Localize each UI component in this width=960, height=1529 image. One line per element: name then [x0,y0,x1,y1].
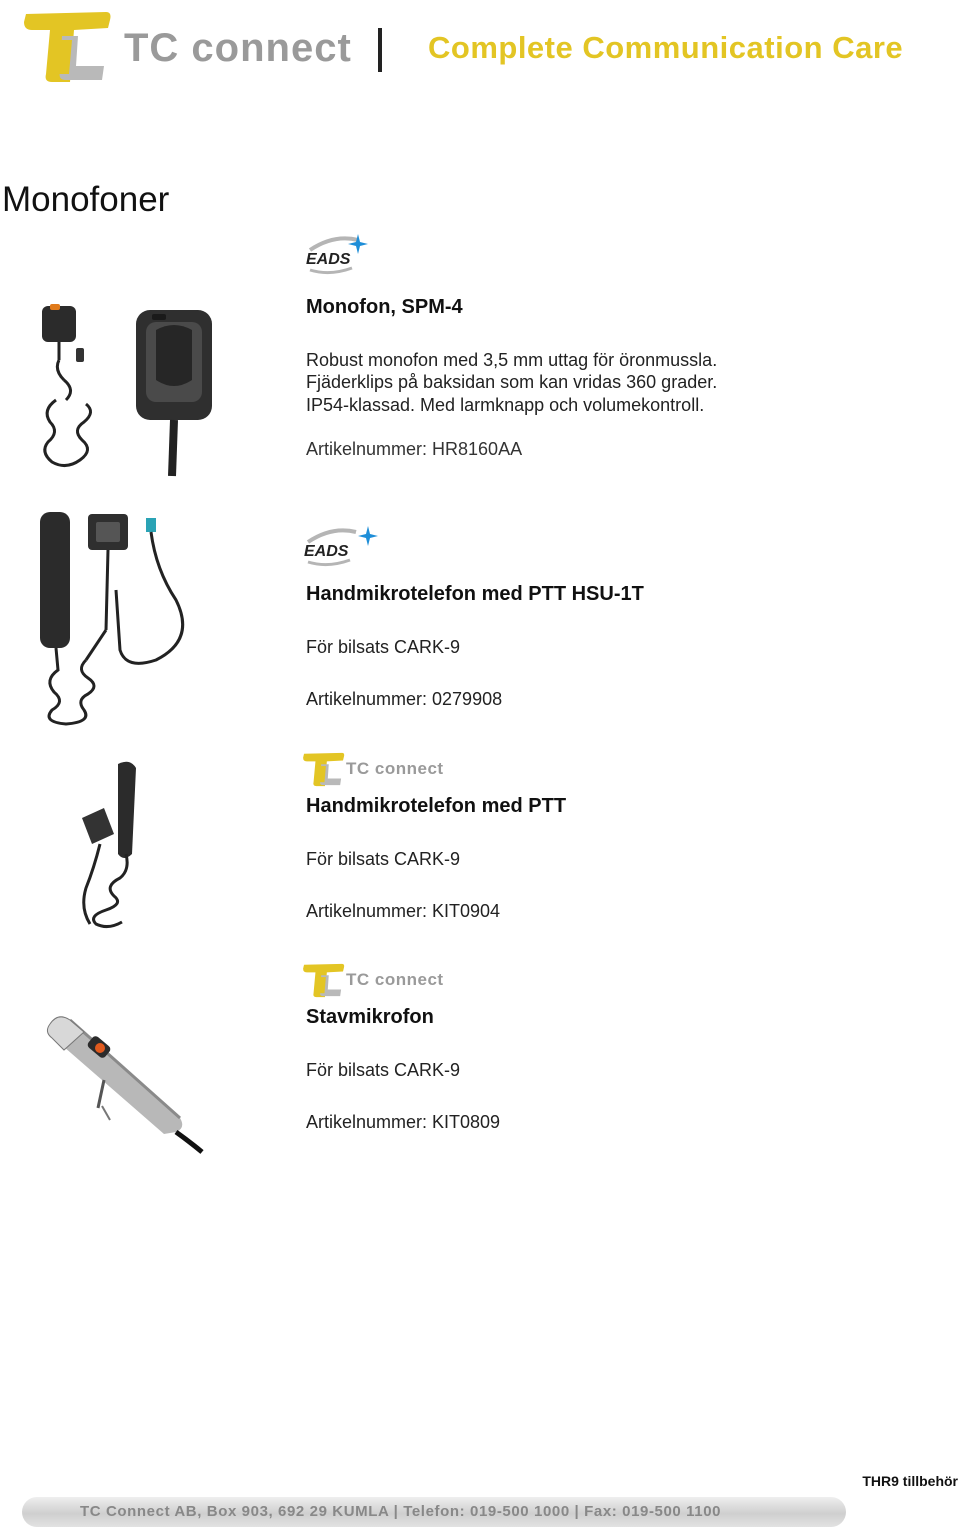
document-label: THR9 tillbehör [862,1473,958,1489]
tc-connect-logo [302,750,442,790]
article-number: Artikelnummer: 0279908 [306,689,503,709]
product-description-line: Fjäderklips på baksidan som kan vridas 360 grader. [306,372,718,392]
product-image-hsu1t [36,510,196,730]
article-number: Artikelnummer: KIT0809 [306,1112,501,1132]
tc-connect-logo-mark [22,6,114,86]
eads-logo [302,524,382,568]
product-title: Handmikrotelefon med PTT HSU-1T [306,583,644,605]
svg-text:EADS: EADS [306,251,351,268]
product-description-line: IP54-klassad. Med larmknapp och volumekontroll. [306,395,705,415]
tc-connect-logo-text: TC connect [346,759,444,778]
product-description-line: För bilsats CARK-9 [306,849,461,869]
product-description-line: För bilsats CARK-9 [306,1060,461,1080]
article-number: Artikelnummer: HR8160AA [306,439,523,459]
brand-name: TC connect [124,26,352,70]
article-number: Artikelnummer: KIT0904 [306,901,501,921]
product-title: Stavmikrofon [306,1006,434,1028]
product-image-kit0809 [40,1010,210,1160]
footer-contact-text: TC Connect AB, Box 903, 692 29 KUMLA | Telefon: 019-500 1000 | Fax: 019-500 1100 [80,1503,722,1520]
header-separator [378,28,382,72]
brand-tagline: Complete Communication Care [428,30,904,65]
tc-connect-logo [302,961,442,1001]
tc-connect-logo-text: TC connect [346,970,444,989]
product-title: Handmikrotelefon med PTT [306,795,567,817]
footer-contact-bar [22,1497,846,1527]
product-title: Monofon, SPM-4 [306,296,463,318]
product-description-line: För bilsats CARK-9 [306,637,461,657]
product-image-spm4 [36,300,226,480]
page-title: Monofoner [2,180,170,219]
product-image-kit0904 [74,758,154,930]
product-description-line: Robust monofon med 3,5 mm uttag för öronmussla. [306,350,718,370]
eads-logo [304,232,384,276]
svg-text:EADS: EADS [304,543,349,560]
